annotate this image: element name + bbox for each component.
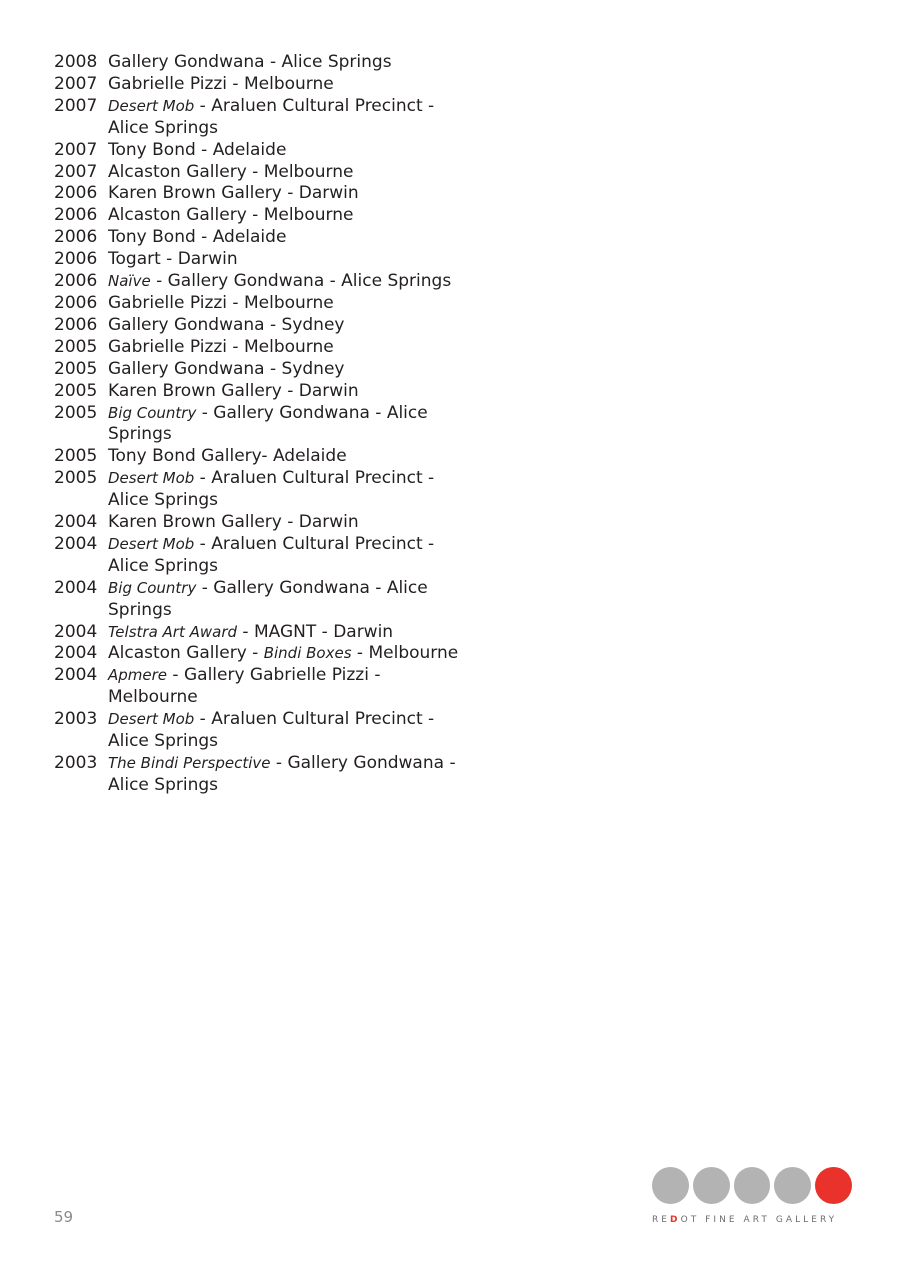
exhibition-venue: Togart - Darwin [108,249,238,270]
exhibition-detail [108,403,474,447]
exhibition-row [54,643,474,665]
exhibition-venue: - Gallery Gondwana - Alice Springs [108,402,428,445]
exhibition-venue: Karen Brown Gallery - Darwin [108,380,359,401]
exhibition-row [54,162,474,184]
logo-dot-icon [774,1167,811,1204]
exhibition-year: 2006 [54,205,98,226]
exhibition-year: 2006 [54,271,98,292]
exhibition-detail [108,468,474,512]
logo-dot-icon [734,1167,771,1204]
exhibition-row [54,512,474,534]
exhibition-venue: Tony Bond - Adelaide [108,139,287,160]
exhibition-title: Bindi Boxes [263,644,352,663]
exhibition-year: 2006 [54,183,98,204]
exhibition-row [54,315,474,337]
exhibition-year: 2006 [54,249,98,270]
exhibition-venue: - Araluen Cultural Precinct - Alice Springs [108,533,435,576]
exhibition-title: Telstra Art Award [108,622,238,641]
exhibition-title: The Bindi Perspective [108,754,271,772]
brand-name-end: OT FINE ART GALLERY [680,1215,838,1225]
exhibition-year: 2003 [54,753,98,773]
exhibition-year: 2005 [54,468,98,489]
exhibition-detail [108,753,474,797]
exhibition-year: 2007 [54,139,98,160]
exhibition-detail [108,643,474,665]
exhibition-detail [108,293,474,315]
exhibition-year: 2006 [54,314,98,335]
exhibition-venue: - Araluen Cultural Precinct - Alice Springs [108,468,435,511]
exhibition-detail [108,709,474,753]
exhibition-row [54,205,474,227]
exhibition-detail [108,359,474,381]
exhibition-venue: Karen Brown Gallery - Darwin [108,183,359,204]
exhibition-venue: - Gallery Gabrielle Pizzi - Melbourne [108,665,381,708]
exhibition-detail [108,162,474,184]
exhibition-title: Desert Mob [108,534,195,553]
exhibition-row [54,140,474,162]
exhibition-detail [108,381,474,403]
exhibition-detail [108,271,474,293]
exhibition-detail [108,622,474,644]
exhibition-venue: - Gallery Gondwana - Alice Springs [108,753,456,795]
exhibition-detail [108,249,474,271]
exhibition-venue: Gabrielle Pizzi - Melbourne [108,336,334,357]
exhibition-year: 2004 [54,512,98,533]
exhibition-year: 2005 [54,336,98,357]
exhibition-row [54,709,474,753]
exhibition-year: 2007 [54,95,98,116]
exhibition-detail [108,534,474,578]
exhibition-year: 2003 [54,709,98,730]
exhibition-year: 2005 [54,402,98,423]
exhibition-title: Desert Mob [108,710,195,729]
exhibition-year: 2004 [54,577,98,598]
exhibition-row [54,403,474,447]
exhibition-year: 2005 [54,380,98,401]
exhibition-year: 2004 [54,643,98,664]
exhibition-year: 2006 [54,227,98,248]
exhibition-title: Apmere [108,666,168,685]
exhibition-year: 2004 [54,533,98,554]
exhibition-title: Naïve [108,272,151,291]
exhibition-venue: Gallery Gondwana - Sydney [108,314,345,335]
logo-dot-icon [652,1167,689,1204]
exhibition-row [54,534,474,578]
exhibition-venue: Tony Bond Gallery- Adelaide [108,446,347,467]
exhibition-row [54,249,474,271]
exhibition-row [54,96,474,140]
exhibition-row [54,293,474,315]
exhibition-detail [108,446,474,468]
logo-dot-icon [693,1167,730,1204]
exhibition-title: Big Country [108,403,197,422]
exhibition-venue: - MAGNT - Darwin [237,621,394,642]
exhibition-row [54,183,474,205]
exhibition-venue: - Araluen Cultural Precinct - Alice Springs [108,95,435,138]
exhibition-venue: Alcaston Gallery - Melbourne [108,161,354,182]
logo-red-dot-icon [815,1167,852,1204]
exhibition-row [54,52,474,74]
exhibition-venue: Gabrielle Pizzi - Melbourne [108,73,334,94]
exhibition-year: 2007 [54,73,98,94]
exhibition-venue: - Melbourne [351,643,459,664]
exhibition-row [54,337,474,359]
exhibition-row [54,271,474,293]
exhibition-row [54,622,474,644]
exhibition-year: 2005 [54,446,98,467]
exhibition-title: Big Country [108,578,197,597]
exhibition-venue: Karen Brown Gallery - Darwin [108,512,359,533]
logo-dots [652,1167,852,1204]
exhibition-row [54,74,474,96]
exhibition-year: 2008 [54,52,98,72]
exhibition-row [54,446,474,468]
exhibition-venue: Gabrielle Pizzi - Melbourne [108,292,334,313]
exhibition-detail [108,337,474,359]
brand-name-start: RE [652,1215,671,1225]
exhibition-list [54,52,474,797]
exhibition-year: 2007 [54,161,98,182]
exhibition-detail [108,315,474,337]
exhibition-venue: - Araluen Cultural Precinct - Alice Springs [108,709,435,752]
exhibition-venue: Alcaston Gallery - Melbourne [108,205,354,226]
exhibition-detail [108,52,474,74]
exhibition-title: Desert Mob [108,96,195,115]
brand-name [652,1215,852,1225]
exhibition-venue: Gallery Gondwana - Sydney [108,358,345,379]
exhibition-detail [108,183,474,205]
exhibition-year: 2004 [54,621,98,642]
exhibition-year: 2004 [54,665,98,686]
exhibition-detail [108,74,474,96]
exhibition-year: 2005 [54,358,98,379]
exhibition-detail [108,578,474,622]
exhibition-row [54,227,474,249]
exhibition-year: 2006 [54,292,98,313]
exhibition-detail [108,227,474,249]
page-number: 59 [54,1208,74,1226]
exhibition-venue: - Gallery Gondwana - Alice Springs [108,577,428,620]
exhibition-row [54,665,474,709]
exhibition-title: Desert Mob [108,469,195,488]
exhibition-detail [108,665,474,709]
gallery-logo [652,1167,852,1227]
exhibition-venue: Tony Bond - Adelaide [108,227,287,248]
exhibition-venue-prefix: Alcaston Gallery - [108,643,264,664]
exhibition-detail [108,205,474,227]
exhibition-venue: - Gallery Gondwana - Alice Springs [150,271,452,292]
exhibition-row [54,381,474,403]
exhibition-row [54,359,474,381]
exhibition-detail [108,512,474,534]
exhibition-row [54,753,474,797]
exhibition-venue: Gallery Gondwana - Alice Springs [108,52,392,72]
exhibition-detail [108,96,474,140]
brand-name-accent: D [670,1215,681,1225]
exhibition-detail [108,140,474,162]
exhibition-row [54,578,474,622]
exhibition-row [54,468,474,512]
